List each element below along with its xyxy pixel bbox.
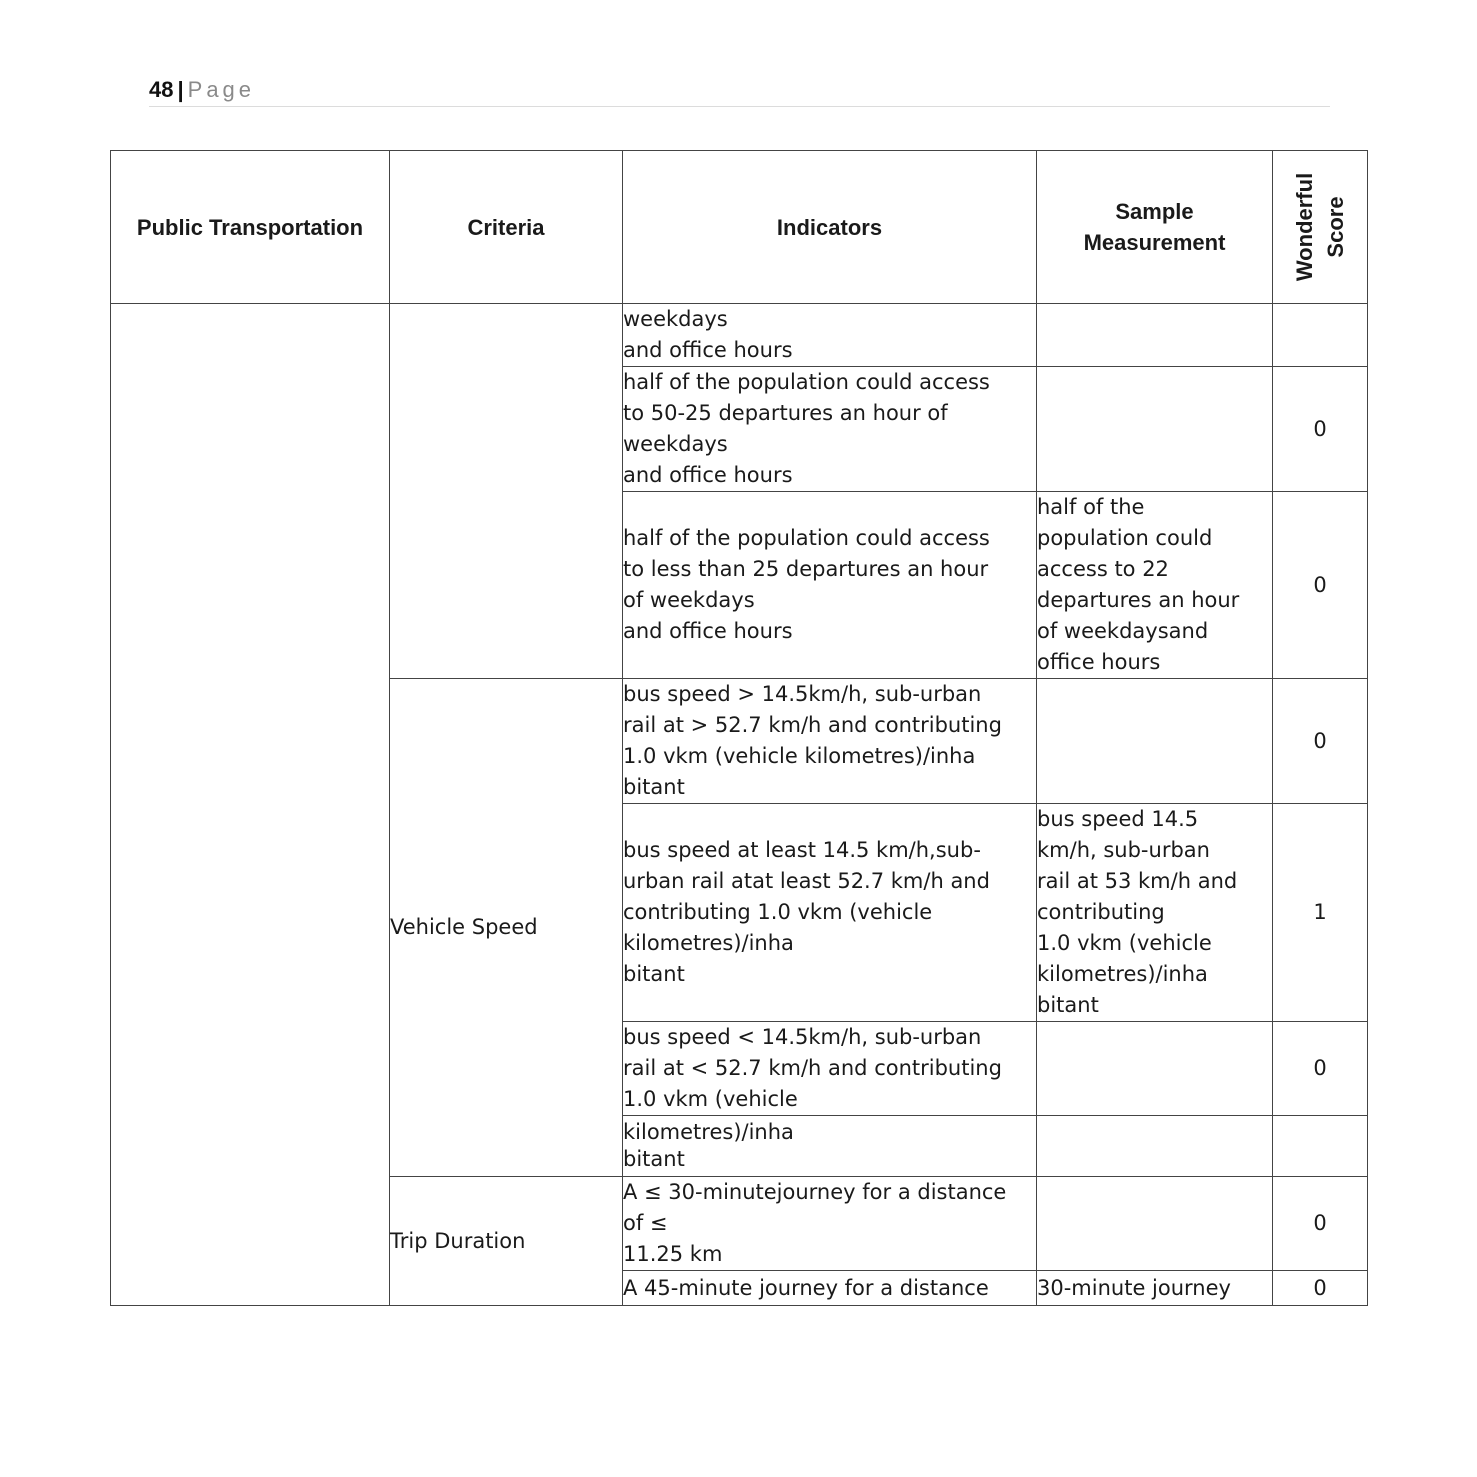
indicator-cell: bus speed < 14.5km/h, sub-urban rail at < 52.7 km/h and contributing 1.0 vkm (vehicle xyxy=(623,1022,1037,1116)
indicator-cell: half of the population could access to 50-25 departures an hour of weekdays and office hours xyxy=(623,367,1037,492)
public-transportation-cell xyxy=(111,304,390,1306)
wonderful-score-label: Wonderful Score xyxy=(1292,172,1348,282)
score-cell: 0 xyxy=(1273,1271,1368,1306)
page-separator: | xyxy=(177,77,184,102)
measurement-cell: half of the population could access to 22 departures an hour of weekdaysand office hours xyxy=(1037,492,1273,679)
score-cell: 0 xyxy=(1273,492,1368,679)
col-header-wonderful-score xyxy=(1273,151,1368,304)
score-cell: 0 xyxy=(1273,1177,1368,1271)
col-header-criteria: Criteria xyxy=(390,151,623,304)
score-cell: 0 xyxy=(1273,367,1368,492)
page-label: Page xyxy=(187,77,256,102)
indicator-cell: A ≤ 30-minutejourney for a distance of ≤ 11.25 km xyxy=(623,1177,1037,1271)
measurement-cell xyxy=(1037,1116,1273,1177)
criteria-vehicle-speed: Vehicle Speed xyxy=(390,679,623,1177)
indicator-cell: weekdays and office hours xyxy=(623,304,1037,367)
measurement-cell xyxy=(1037,1022,1273,1116)
score-cell xyxy=(1273,304,1368,367)
indicator-cell: kilometres)/inha bitant xyxy=(623,1116,1037,1177)
score-cell: 0 xyxy=(1273,679,1368,804)
measurement-cell xyxy=(1037,304,1273,367)
measurement-cell xyxy=(1037,367,1273,492)
col-header-public-transportation: Public Transportation xyxy=(111,151,390,304)
criteria-cell-continued xyxy=(390,304,623,679)
score-cell: 1 xyxy=(1273,804,1368,1022)
indicator-cell: half of the population could access to less than 25 departures an hour of weekdays and office hours xyxy=(623,492,1037,679)
table-row xyxy=(111,304,1368,367)
measurement-cell xyxy=(1037,1177,1273,1271)
criteria-trip-duration: Trip Duration xyxy=(390,1177,623,1306)
page-header xyxy=(149,74,1330,107)
page-number: 48 xyxy=(149,77,174,102)
indicator-cell: bus speed > 14.5km/h, sub-urban rail at > 52.7 km/h and contributing 1.0 vkm (vehicle kilometres)/inha bitant xyxy=(623,679,1037,804)
measurement-cell xyxy=(1037,679,1273,804)
measurement-cell: bus speed 14.5 km/h, sub-urban rail at 53 km/h and contributing 1.0 vkm (vehicle kilometres)/inha bitant xyxy=(1037,804,1273,1022)
col-header-indicators: Indicators xyxy=(623,151,1037,304)
indicator-cell: bus speed at least 14.5 km/h,sub- urban rail atat least 52.7 km/h and contributing 1.0 vkm (vehicle kilometres)/inha bitant xyxy=(623,804,1037,1022)
table-header-row xyxy=(111,151,1368,304)
col-header-sample-measurement: Sample Measurement xyxy=(1037,151,1273,304)
measurement-cell: 30-minute journey xyxy=(1037,1271,1273,1306)
score-cell: 0 xyxy=(1273,1022,1368,1116)
score-cell xyxy=(1273,1116,1368,1177)
indicator-cell: A 45-minute journey for a distance xyxy=(623,1271,1037,1306)
transport-criteria-table xyxy=(110,150,1368,1306)
